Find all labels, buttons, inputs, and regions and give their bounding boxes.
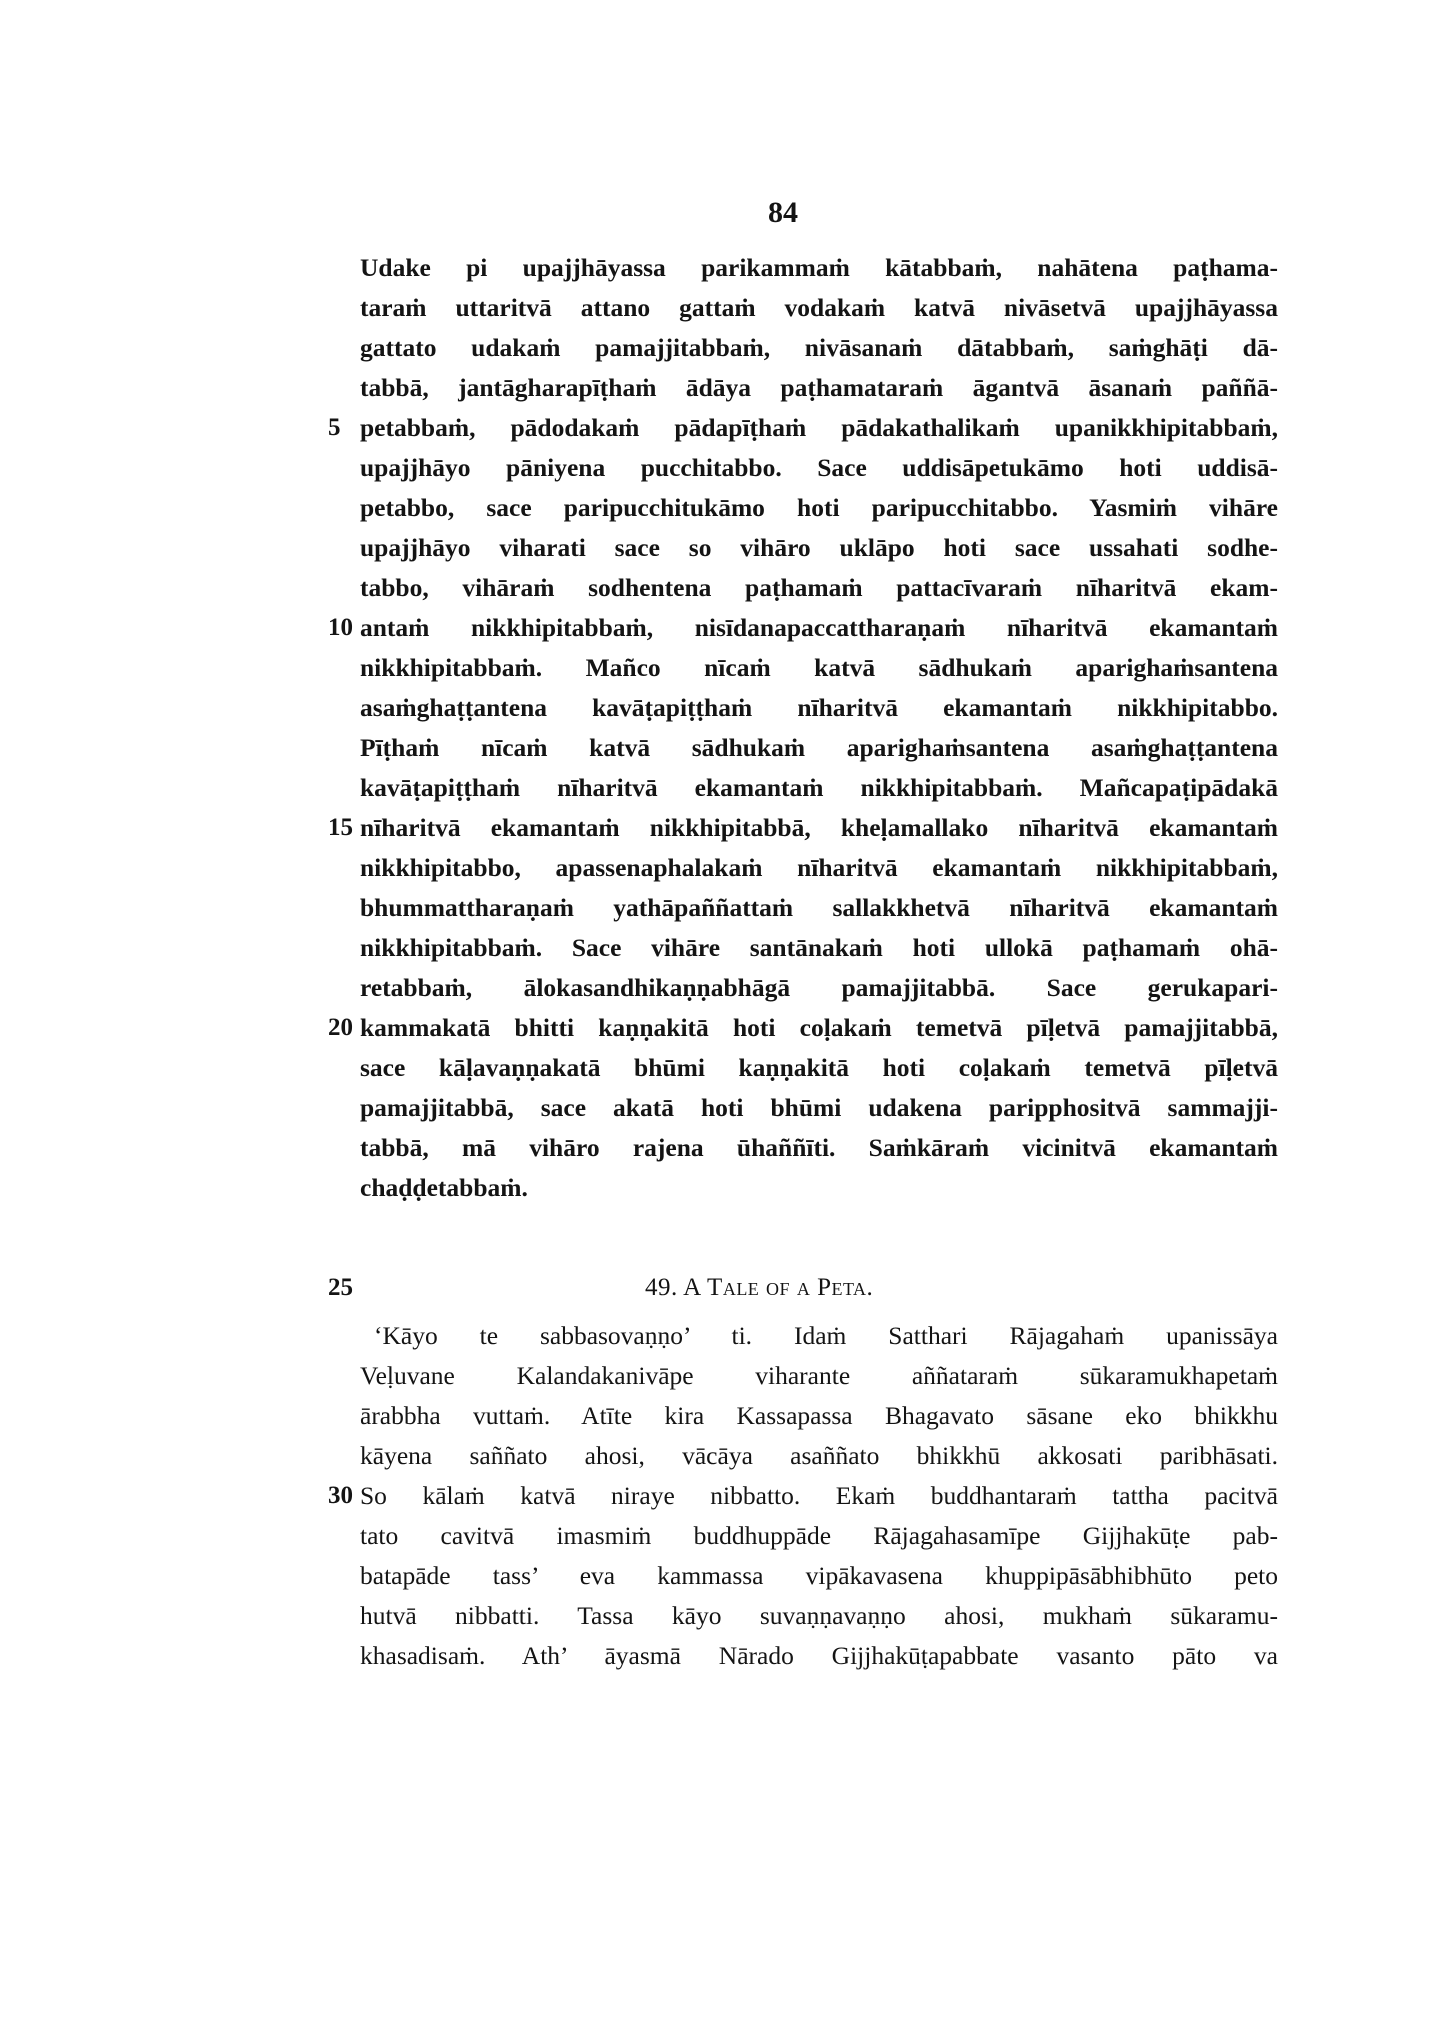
text-line — [360, 1088, 1278, 1128]
line-text: Pīṭhaṁ nīcaṁ katvā sādhukaṁ aparighaṁsantena asaṁghaṭṭantena — [360, 733, 1278, 762]
text-line — [360, 648, 1278, 688]
text-line — [360, 688, 1278, 728]
line-text: kammakatā bhitti kaṇṇakitā hoti coḷakaṁ temetvā pīḷetvā pamajjitabbā, — [360, 1013, 1278, 1042]
line-text: tato cavitvā imasmiṁ buddhuppāde Rājagahasamīpe Gijjhakūṭe pab- — [360, 1521, 1278, 1550]
text-line — [360, 368, 1278, 408]
text-line — [360, 528, 1278, 568]
text-line — [360, 328, 1278, 368]
line-text: taraṁ uttaritvā attano gattaṁ vodakaṁ katvā nivāsetvā upajjhāyassa — [360, 293, 1278, 322]
line-number: 20 — [328, 1014, 353, 1041]
text-line — [360, 288, 1278, 328]
line-text: So kālaṁ katvā niraye nibbatto. Ekaṁ buddhantaraṁ tattha pacitvā — [360, 1481, 1278, 1510]
line-text: petabbaṁ, pādodakaṁ pādapīṭhaṁ pādakathalikaṁ upanikkhipitabbaṁ, — [360, 413, 1278, 442]
line-text: ārabbha vuttaṁ. Atīte kira Kassapassa Bhagavato sāsane eko bhikkhu — [360, 1401, 1278, 1430]
line-text: tabbā, mā vihāro rajena ūhaññīti. Saṁkāraṁ vicinitvā ekamantaṁ — [360, 1133, 1278, 1162]
text-line — [360, 488, 1278, 528]
line-text: kāyena saññato ahosi, vācāya asaññato bhikkhū akkosati paribhāsati. — [360, 1441, 1278, 1470]
text-line — [360, 1048, 1278, 1088]
text-line — [360, 1556, 1278, 1596]
line-text: khasadisaṁ. Ath’ āyasmā Nārado Gijjhakūṭapabbate vasanto pāto va — [360, 1641, 1278, 1670]
heading-title-text: Tale of a Peta. — [707, 1274, 874, 1301]
text-line — [360, 1168, 1278, 1208]
line-text: upajjhāyo viharati sace so vihāro uklāpo hoti sace ussahati sodhe- — [360, 533, 1278, 562]
line-text: nīharitvā ekamantaṁ nikkhipitabbā, kheḷamallako nīharitvā ekamantaṁ — [360, 813, 1278, 842]
line-text: tabbo, vihāraṁ sodhentena paṭhamaṁ pattacīvaraṁ nīharitvā ekam- — [360, 573, 1278, 602]
text-line — [360, 568, 1278, 608]
text-line — [328, 808, 1278, 848]
text-line — [360, 968, 1278, 1008]
line-text: nikkhipitabbaṁ. Mañco nīcaṁ katvā sādhukaṁ aparighaṁsantena — [360, 653, 1278, 682]
text-line — [360, 1356, 1278, 1396]
line-text: gattato udakaṁ pamajjitabbaṁ, nivāsanaṁ dātabbaṁ, saṁghāṭi dā- — [360, 333, 1278, 362]
text-line — [360, 848, 1278, 888]
line-number: 10 — [328, 614, 353, 641]
line-text: tabbā, jantāgharapīṭhaṁ ādāya paṭhamataraṁ āgantvā āsanaṁ paññā- — [360, 373, 1278, 402]
line-text: kavāṭapiṭṭhaṁ nīharitvā ekamantaṁ nikkhipitabbaṁ. Mañcapaṭipādakā — [360, 773, 1278, 802]
line-text: antaṁ nikkhipitabbaṁ, nisīdanapaccattharaṇaṁ nīharitvā ekamantaṁ — [360, 613, 1278, 642]
line-text: chaḍḍetabbaṁ. — [360, 1173, 528, 1202]
line-number: 25 — [328, 1274, 353, 1301]
line-text: nikkhipitabbaṁ. Sace vihāre santānakaṁ hoti ullokā paṭhamaṁ ohā- — [360, 933, 1278, 962]
heading-title — [645, 1268, 873, 1308]
line-number: 30 — [328, 1482, 353, 1509]
line-text: batapāde tass’ eva kammassa vipākavasena khuppipāsābhibhūto peto — [360, 1561, 1278, 1590]
text-line — [360, 248, 1278, 288]
text-line — [360, 888, 1278, 928]
tale-text-block — [328, 1316, 1278, 1676]
line-text: pamajjitabbā, sace akatā hoti bhūmi udakena paripphositvā sammajji- — [360, 1093, 1278, 1122]
text-line — [360, 768, 1278, 808]
text-line — [360, 928, 1278, 968]
line-text: nikkhipitabbo, apassenaphalakaṁ nīharitvā ekamantaṁ nikkhipitabbaṁ, — [360, 853, 1278, 882]
text-line — [360, 1436, 1278, 1476]
line-text: ‘Kāyo te sabbasovaṇṇo’ ti. Idaṁ Satthari Rājagahaṁ upanissāya — [374, 1321, 1278, 1350]
text-line — [328, 1008, 1278, 1048]
text-line — [360, 1396, 1278, 1436]
line-text: retabbaṁ, ālokasandhikaṇṇabhāgā pamajjitabbā. Sace gerukapari- — [360, 973, 1278, 1002]
text-line — [360, 1316, 1278, 1356]
line-number: 15 — [328, 814, 353, 841]
text-line — [328, 408, 1278, 448]
pali-text-block — [328, 248, 1278, 1208]
line-text: bhummattharaṇaṁ yathāpaññattaṁ sallakkhetvā nīharitvā ekamantaṁ — [360, 893, 1278, 922]
line-text: hutvā nibbatti. Tassa kāyo suvaṇṇavaṇṇo ahosi, mukhaṁ sūkaramu- — [360, 1601, 1278, 1630]
text-line — [360, 1516, 1278, 1556]
line-text: asaṁghaṭṭantena kavāṭapiṭṭhaṁ nīharitvā ekamantaṁ nikkhipitabbo. — [360, 693, 1278, 722]
text-line — [360, 1596, 1278, 1636]
text-line — [360, 1128, 1278, 1168]
line-text: petabbo, sace paripucchitukāmo hoti paripucchitabbo. Yasmiṁ vihāre — [360, 493, 1278, 522]
text-line — [360, 448, 1278, 488]
line-text: upajjhāyo pāniyena pucchitabbo. Sace uddisāpetukāmo hoti uddisā- — [360, 453, 1278, 482]
text-line — [328, 608, 1278, 648]
line-text: sace kāḷavaṇṇakatā bhūmi kaṇṇakitā hoti coḷakaṁ temetvā pīḷetvā — [360, 1053, 1278, 1082]
page-number: 84 — [768, 196, 798, 229]
text-line — [360, 728, 1278, 768]
section-heading — [328, 1268, 1278, 1308]
line-text: Veḷuvane Kalandakanivāpe viharante aññataraṁ sūkaramukhapetaṁ — [360, 1361, 1278, 1390]
text-line — [328, 1476, 1278, 1516]
text-line — [360, 1636, 1278, 1676]
heading-prefix: 49. A — [645, 1274, 708, 1301]
line-text: Udake pi upajjhāyassa parikammaṁ kātabbaṁ, nahātena paṭhama- — [360, 253, 1278, 282]
line-number: 5 — [328, 414, 341, 441]
